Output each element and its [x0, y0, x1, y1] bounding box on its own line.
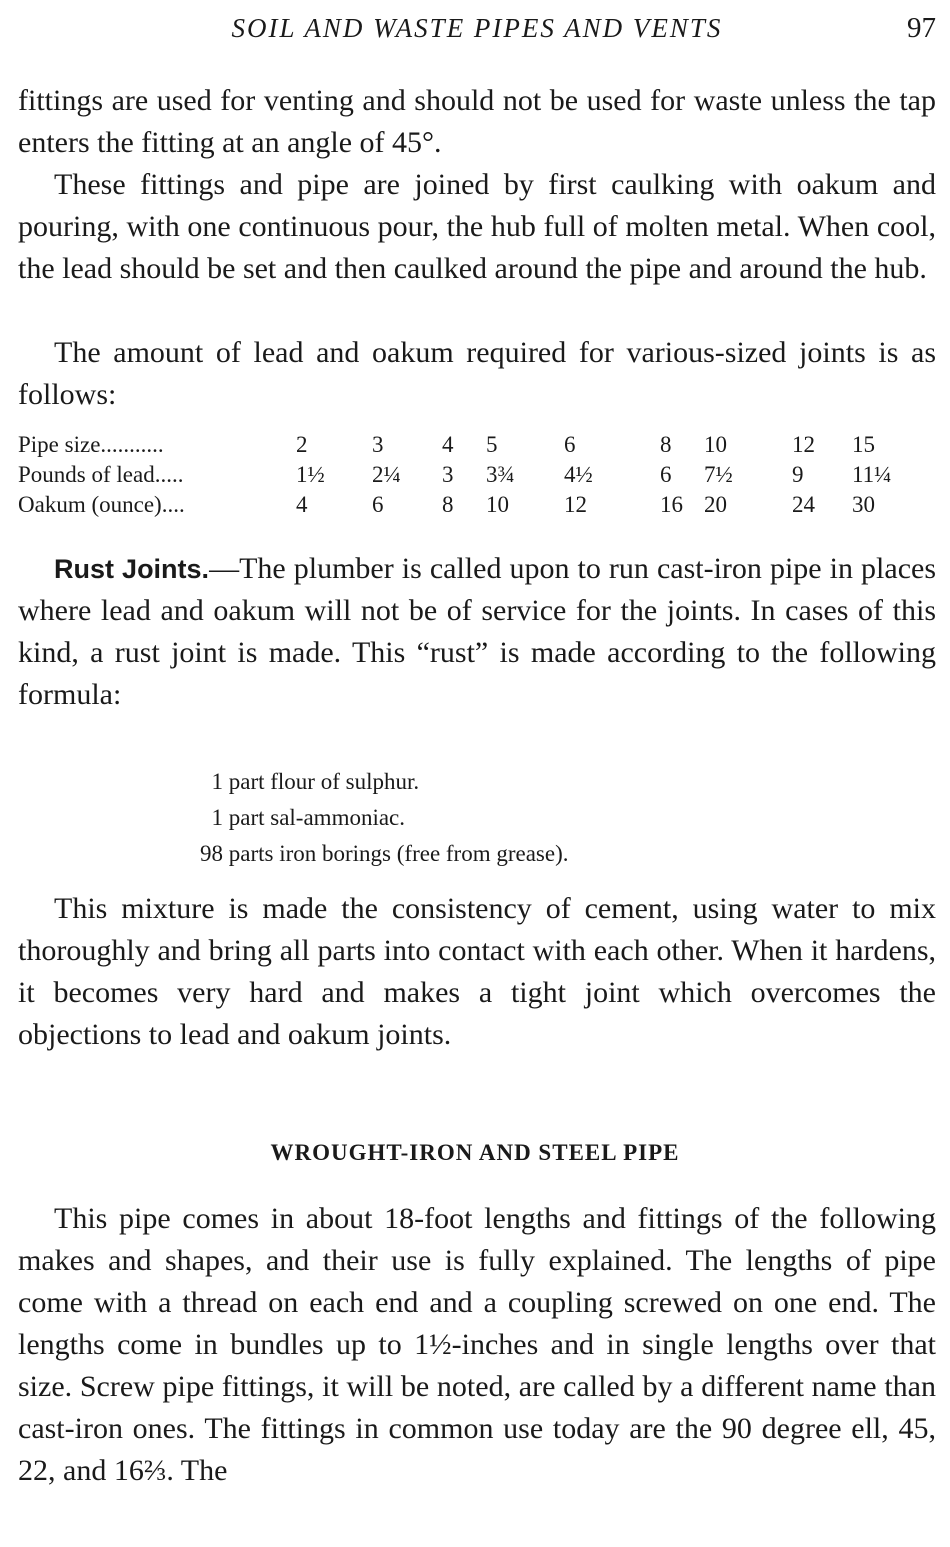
formula-line: 98 parts iron borings (free from grease).: [200, 841, 569, 866]
table-cell: 10: [704, 432, 727, 457]
table-cell: 9: [792, 462, 804, 487]
table-row: [18, 430, 891, 460]
table-cell: 10: [486, 492, 509, 517]
table-cell: 3: [372, 432, 384, 457]
table-cell: 11¼: [852, 462, 892, 487]
table-cell: 8: [660, 432, 672, 457]
rust-joints-heading: Rust Joints.: [54, 554, 210, 584]
table-cell: 6: [564, 432, 576, 457]
running-title: SOIL AND WASTE PIPES AND VENTS: [231, 13, 723, 43]
row-label: Oakum (ounce)....: [18, 492, 185, 517]
table-cell: 16: [660, 492, 683, 517]
formula-line: 1 part sal-ammoniac.: [200, 805, 406, 830]
table-cell: 30: [852, 492, 875, 517]
table-cell: 2: [296, 432, 308, 457]
page-number: 97: [907, 12, 936, 44]
row-label: Pipe size...........: [18, 432, 164, 457]
table-cell: 1½: [296, 462, 325, 487]
paragraph-venting: fittings are used for venting and should not be used for waste unless the tap enters the fitting at an angle of 45°.: [18, 84, 936, 159]
table-row: [18, 490, 891, 520]
table-cell: 24: [792, 492, 815, 517]
table-cell: 7½: [704, 462, 733, 487]
table-cell: 2¼: [372, 462, 401, 487]
lead-oakum-table: [18, 430, 891, 520]
table-cell: 15: [852, 432, 875, 457]
table-cell: 12: [564, 492, 587, 517]
table-row: [18, 460, 891, 490]
paragraph-wrought-iron: This pipe comes in about 18-foot lengths and fittings of the following makes and shapes, and their use is fully explained. The lengths of pipe come with a thread on each end and a coupling screwed on one end. The lengths come in bundles up to 1½-inches and in single lengths over that size. Screw pipe fittings, it will be noted, are called by a different name than cast-iron ones. The fittings in common use today are the 90 degree ell, 45, 22, and 16⅔. The: [18, 1202, 936, 1487]
table-cell: 4: [296, 492, 308, 517]
rust-formula: [200, 764, 569, 872]
table-cell: 12: [792, 432, 815, 457]
rust-joints-text: —The plumber is called upon to run cast-iron pipe in places where lead and oakum will not be of service for the joints. In cases of this kind, a rust joint is made. This “rust” is made according to the following formula:: [18, 552, 936, 711]
table-cell: 4: [442, 432, 454, 457]
paragraph-rust-joints: [18, 548, 936, 716]
table-cell: 6: [372, 492, 384, 517]
paragraph-joining: These fittings and pipe are joined by first caulking with oakum and pouring, with one continuous pour, the hub full of molten metal. When cool, the lead should be set and then caulked around the pipe and around the hub.: [18, 168, 936, 285]
table-cell: 6: [660, 462, 672, 487]
table-cell: 3: [442, 462, 454, 487]
row-label: Pounds of lead.....: [18, 462, 184, 487]
table-cell: 5: [486, 432, 498, 457]
formula-line: 1 part flour of sulphur.: [200, 769, 420, 794]
table-cell: 3¾: [486, 462, 515, 487]
paragraph-mixture: This mixture is made the consistency of cement, using water to mix thoroughly and bring all parts into contact with each other. When it hardens, it becomes very hard and makes a tight joint which overcomes the objections to lead and oakum joints.: [18, 892, 936, 1051]
section-heading: WROUGHT-IRON AND STEEL PIPE: [270, 1140, 680, 1165]
table-cell: 4½: [564, 462, 593, 487]
table-cell: 8: [442, 492, 454, 517]
paragraph-amount-intro: The amount of lead and oakum required for various-sized joints is as follows:: [18, 336, 936, 411]
table-cell: 20: [704, 492, 727, 517]
page-header: [18, 10, 936, 46]
